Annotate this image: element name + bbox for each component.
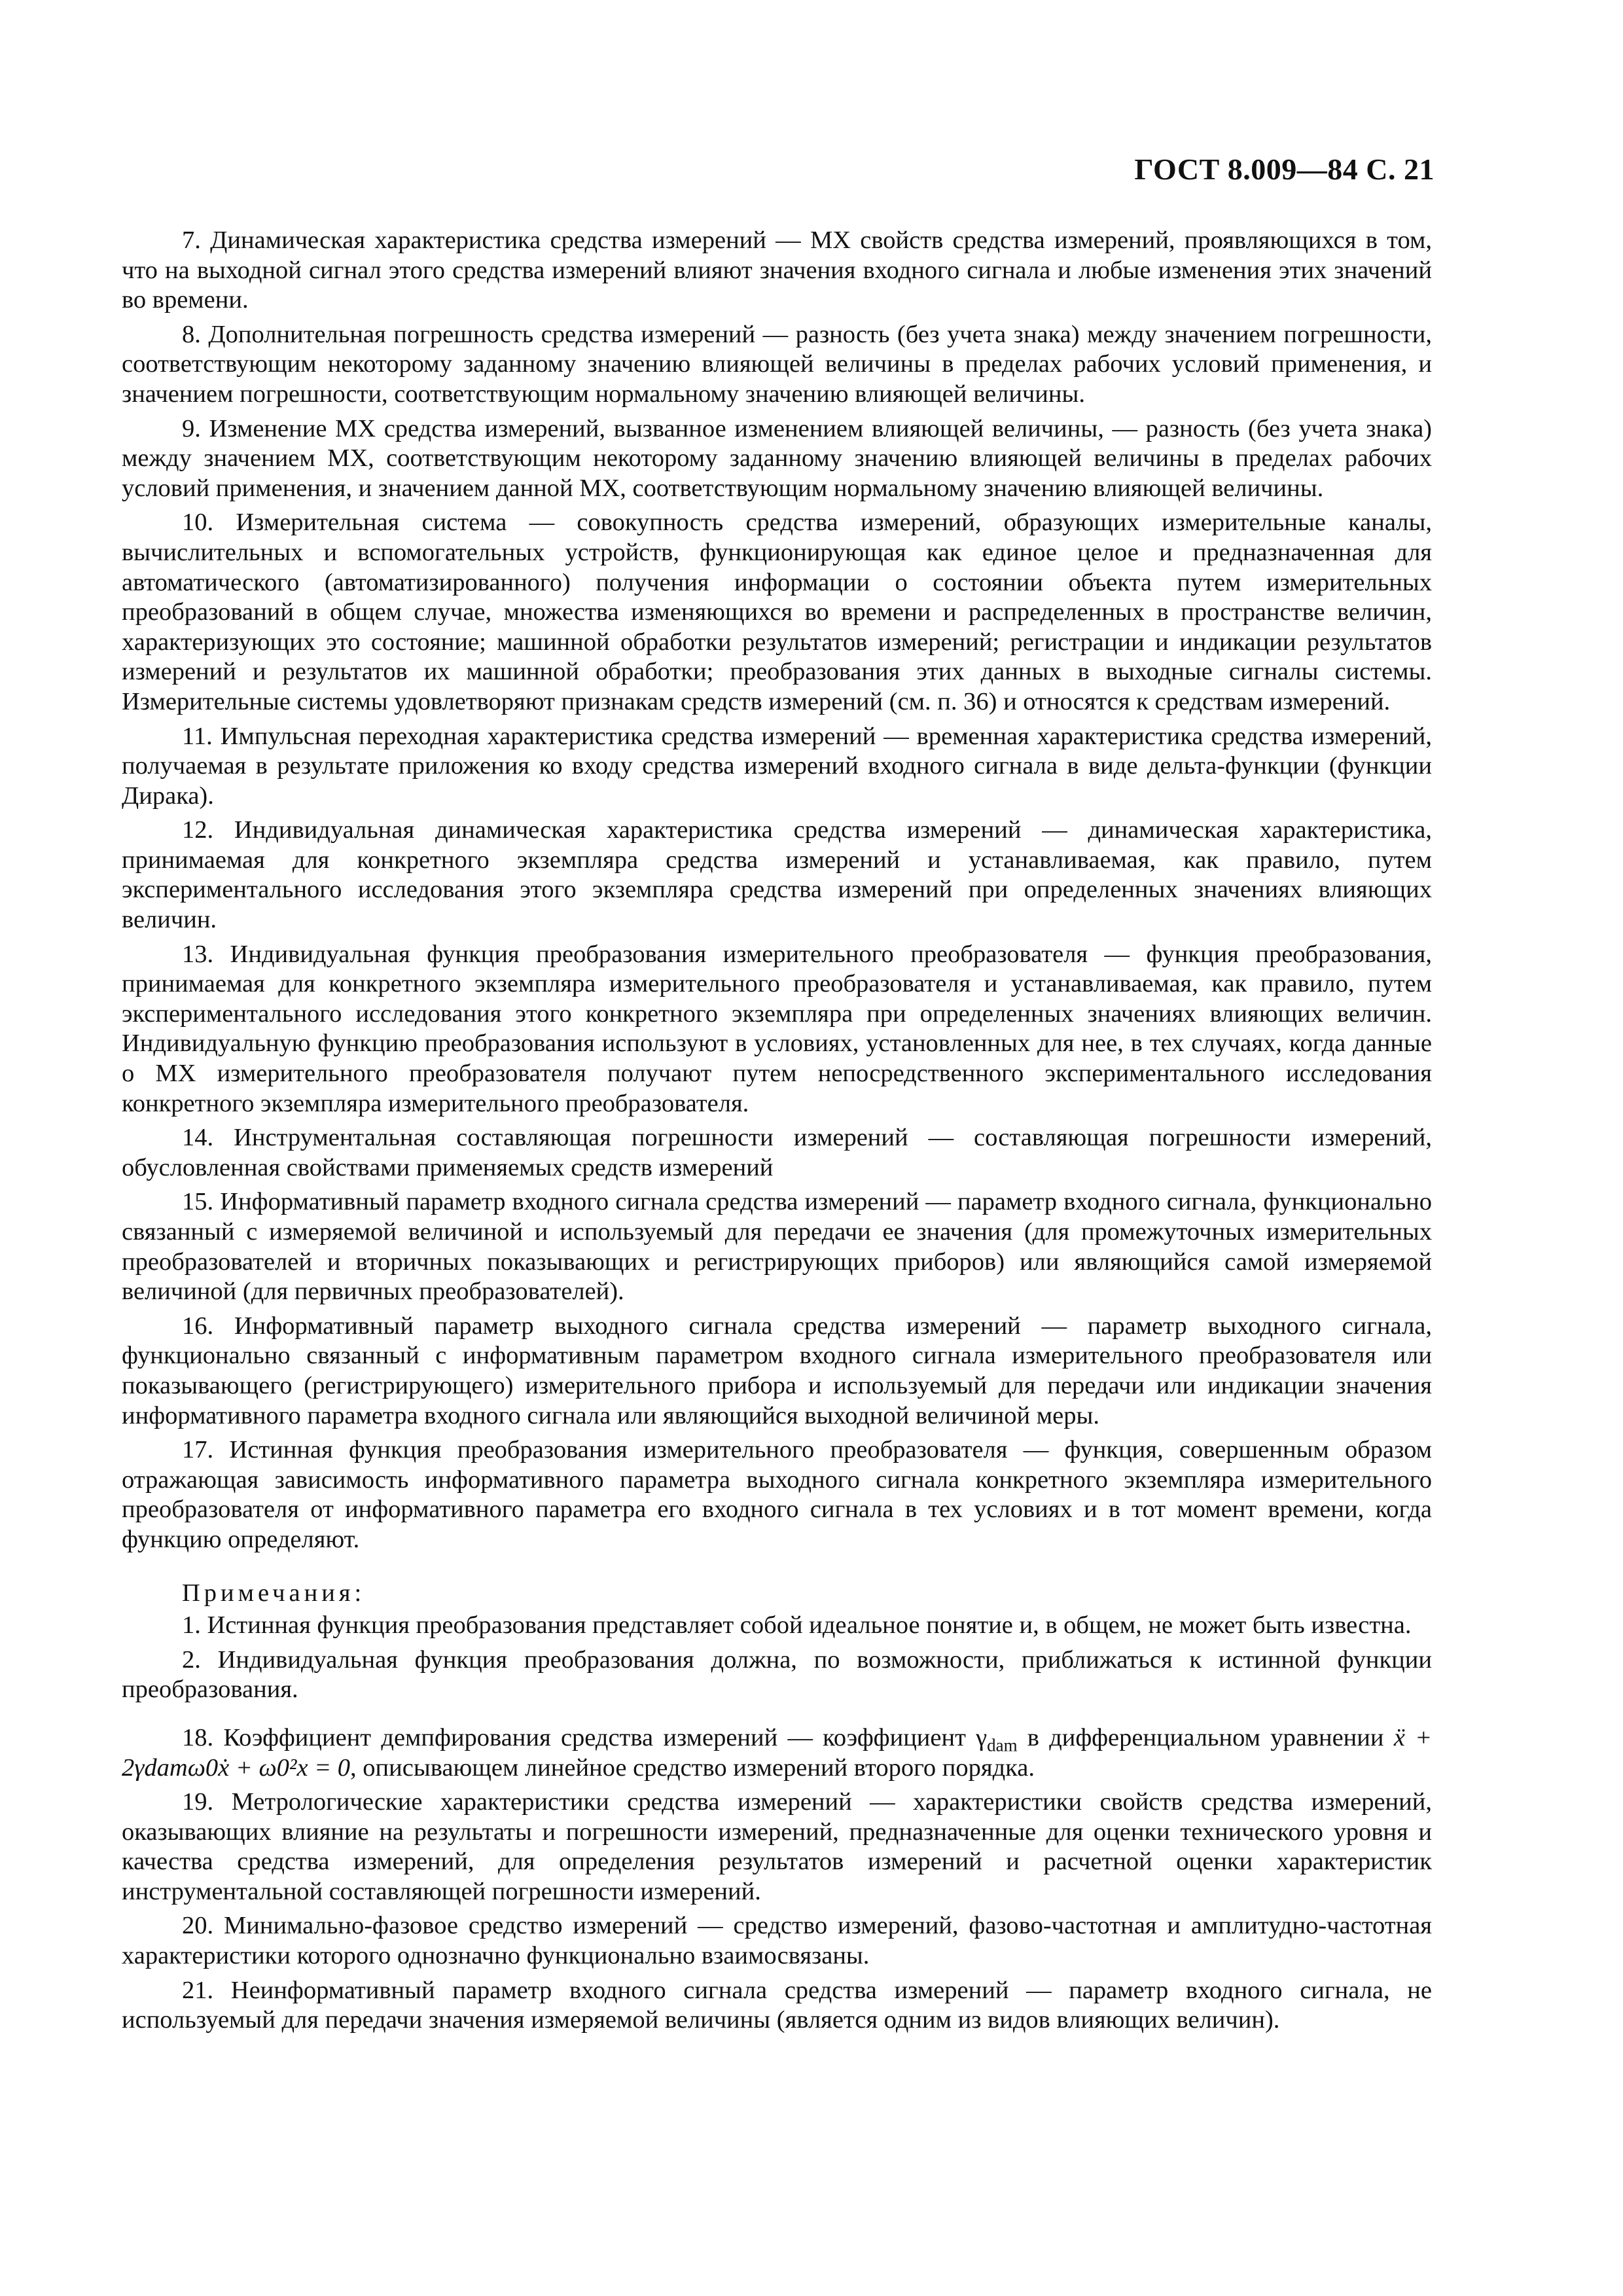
paragraph-14: 14. Инструментальная составляющая погрешности измерений — составляющая погрешности измерений, обусловленная свойствами применяемых средств измерений bbox=[122, 1124, 1432, 1181]
notes-title: Примечания: bbox=[182, 1579, 366, 1607]
note-2: 2. Индивидуальная функция преобразования должна, по возможности, приближаться к истинной функции преобразования. bbox=[122, 1645, 1432, 1704]
paragraph-9: 9. Изменение МХ средства измерений, вызванное изменением влияющей величины, — разность (без учета знака) между значением МХ, соответствующим некоторому заданному значению влияющей величины в пределах рабочих условий применения, и значением данной МХ, соответствующим нормальному значению влияющей величины. bbox=[122, 414, 1432, 502]
paragraph-19: 19. Метрологические характеристики средства измерений — характеристики свойств средства измерений, оказывающих влияние на результаты и погрешности измерений, предназначенные для оценки технического уровня и качества средства измерений, для определения результатов измерений и расчетной оценки характеристик инструментальной составляющей погрешности измерений. bbox=[122, 1788, 1432, 1905]
paragraph-20: 20. Минимально-фазовое средство измерений — средство измерений, фазово-частотная и амплитудно-частотная характеристики которого однозначно функционально взаимосвязаны. bbox=[122, 1912, 1432, 1970]
paragraph-11: 11. Импульсная переходная характеристика средства измерений — временная характеристика средства измерений, получаемая в результате приложения ко входу средства измерений входного сигнала в виде дельта-функции (функции Дирака). bbox=[122, 722, 1432, 810]
paragraph-18-tail: , описывающем линейное средство измерений второго порядка. bbox=[350, 1753, 1035, 1782]
paragraph-18-lead: 18. Коэффициент демпфирования средства измерений — коэффициент γ bbox=[182, 1723, 988, 1751]
paragraph-8: 8. Дополнительная погрешность средства измерений — разность (без учета знака) между значением погрешности, соответствующим некоторому заданному значению влияющей величины в пределах рабочих условий применения, и значением погрешности, соответствующим нормальному значению влияющей величины. bbox=[122, 320, 1432, 408]
damping-equation: ẍ + 2γdamω0ẋ + ω0²x = 0 bbox=[122, 1723, 1432, 1782]
paragraph-18-mid: в дифференциальном уравнении bbox=[1017, 1723, 1394, 1751]
document-body bbox=[122, 226, 1432, 2040]
paragraph-17: 17. Истинная функция преобразования измерительного преобразователя — функция, совершенным образом отражающая зависимость информативного параметра выходного сигнала конкретного экземпляра измерительного преобразователя от информативного параметра его входного сигнала в тех условиях и в тот момент времени, когда функцию определяют. bbox=[122, 1436, 1432, 1553]
note-1: 1. Истинная функция преобразования представляет собой идеальное понятие и, в общем, не может быть известна. bbox=[182, 1611, 1412, 1640]
paragraph-10: 10. Измерительная система — совокупность средства измерений, образующих измерительные каналы, вычислительных и вспомогательных устройств, функционирующая как единое целое и предназначенная для автоматического (автоматизированного) получения информации о состоянии объекта путем измерительных преобразований в общем случае, множества изменяющихся во времени и распределенных в пространстве величин, характеризующих это состояние; машинной обработки результатов измерений; регистрации и индикации результатов измерений и результатов их машинной обработки; преобразования этих данных в выходные сигналы системы. Измерительные системы удовлетворяют признакам средств измерений (см. п. 36) и относятся к средствам измерений. bbox=[122, 509, 1432, 715]
paragraph-15: 15. Информативный параметр входного сигнала средства измерений — параметр входного сигнала, функционально связанный с измеряемой величиной и используемый для передачи ее значения (для промежуточных измерительных преобразователей и вторичных показывающих и регистрирующих приборов) или являющийся самой измеряемой величиной (для первичных преобразователей). bbox=[122, 1188, 1432, 1306]
gamma-subscript: dam bbox=[987, 1735, 1018, 1755]
paragraph-12: 12. Индивидуальная динамическая характеристика средства измерений — динамическая характеристика, принимаемая для конкретного экземпляра средства измерений и устанавливаемая, как правило, путем экспериментального исследования этого экземпляра средства измерений при определенных значениях влияющих величин. bbox=[122, 816, 1432, 934]
paragraph-7: 7. Динамическая характеристика средства измерений — МХ свойств средства измерений, проявляющихся в том, что на выходной сигнал этого средства измерений влияют значения входного сигнала и любые изменения этих значений во времени. bbox=[122, 226, 1432, 314]
paragraph-13: 13. Индивидуальная функция преобразования измерительного преобразователя — функция преобразования, принимаемая для конкретного экземпляра измерительного преобразователя и устанавливаемая, как правило, путем экспериментального исследования этого конкретного экземпляра при определенных значениях влияющих величин. Индивидуальную функцию преобразования используют в условиях, установленных для нее, в тех случаях, когда данные о МХ измерительного преобразователя получают путем непосредственного экспериментального исследования конкретного экземпляра измерительного преобразователя. bbox=[122, 940, 1432, 1117]
paragraph-16: 16. Информативный параметр выходного сигнала средства измерений — параметр выходного сигнала, функционально связанный с информативным параметром входного сигнала измерительного преобразователя или показывающего (регистрирующего) измерительного прибора и используемый для передачи или индикации значения информативного параметра входного сигнала или являющийся выходной величиной меры. bbox=[122, 1312, 1432, 1429]
notes-section bbox=[122, 1579, 1432, 1705]
page-header: ГОСТ 8.009—84 С. 21 bbox=[1134, 152, 1435, 186]
paragraph-21: 21. Неинформативный параметр входного сигнала средства измерений — параметр входного сигнала, не используемый для передачи значения измеряемой величины (является одним из видов влияющих величин). bbox=[122, 1976, 1432, 2034]
paragraph-18 bbox=[122, 1723, 1432, 1783]
